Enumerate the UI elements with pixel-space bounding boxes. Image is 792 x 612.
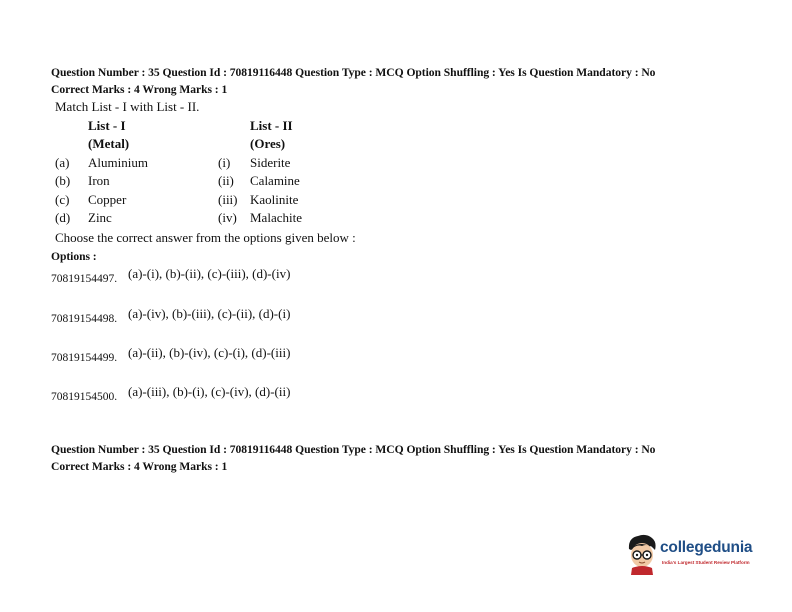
- list2-item: Malachite: [250, 210, 302, 225]
- list2-title: List - II: [250, 118, 293, 133]
- option-id: 70819154500.: [51, 391, 118, 403]
- list1-item: Copper: [88, 192, 127, 207]
- list2-index: (i): [218, 155, 231, 170]
- list1-index: (c): [55, 192, 70, 207]
- collegedunia-logo: [624, 533, 764, 577]
- list2-index: (iv): [218, 210, 237, 225]
- list1-index: (a): [55, 155, 70, 170]
- list1-index: (d): [55, 210, 71, 225]
- question-header-line: Question Number : 35 Question Id : 70819116448 Question Type : MCQ Option Shuffling : Yes Is Question Mandatory : No: [51, 66, 656, 79]
- list2-item: Siderite: [250, 155, 291, 170]
- list2-index: (ii): [218, 173, 234, 188]
- question-header-line: Question Number : 35 Question Id : 70819116448 Question Type : MCQ Option Shuffling : Yes Is Question Mandatory : No: [51, 443, 656, 456]
- option-text[interactable]: (a)-(iv), (b)-(iii), (c)-(ii), (d)-(i): [128, 306, 291, 321]
- list2-item: Calamine: [250, 173, 300, 188]
- list1-item: Iron: [88, 173, 110, 188]
- option-text[interactable]: (a)-(i), (b)-(ii), (c)-(iii), (d)-(iv): [128, 266, 291, 281]
- question-prompt: Match List - I with List - II.: [55, 99, 200, 114]
- list1-item: Zinc: [88, 210, 112, 225]
- list2-index: (iii): [218, 192, 238, 207]
- instruction-text: Choose the correct answer from the options given below :: [55, 230, 356, 245]
- option-id: 70819154499.: [51, 352, 118, 364]
- list1-index: (b): [55, 173, 71, 188]
- logo-tagline: India's Largest Student Review Platform: [662, 560, 750, 565]
- list2-item: Kaolinite: [250, 192, 299, 207]
- option-id: 70819154497.: [51, 273, 118, 285]
- option-text[interactable]: (a)-(iii), (b)-(i), (c)-(iv), (d)-(ii): [128, 384, 291, 399]
- option-id: 70819154498.: [51, 313, 118, 325]
- mascot-icon: [624, 533, 660, 575]
- list1-subtitle: (Metal): [88, 136, 130, 151]
- list2-subtitle: (Ores): [250, 136, 286, 151]
- logo-wordmark: collegedunia: [660, 539, 753, 556]
- list1-title: List - I: [88, 118, 126, 133]
- option-text[interactable]: (a)-(ii), (b)-(iv), (c)-(i), (d)-(iii): [128, 345, 291, 360]
- marks-line: Correct Marks : 4 Wrong Marks : 1: [51, 460, 228, 473]
- marks-line: Correct Marks : 4 Wrong Marks : 1: [51, 83, 228, 96]
- list1-item: Aluminium: [88, 155, 148, 170]
- options-label: Options :: [51, 250, 97, 263]
